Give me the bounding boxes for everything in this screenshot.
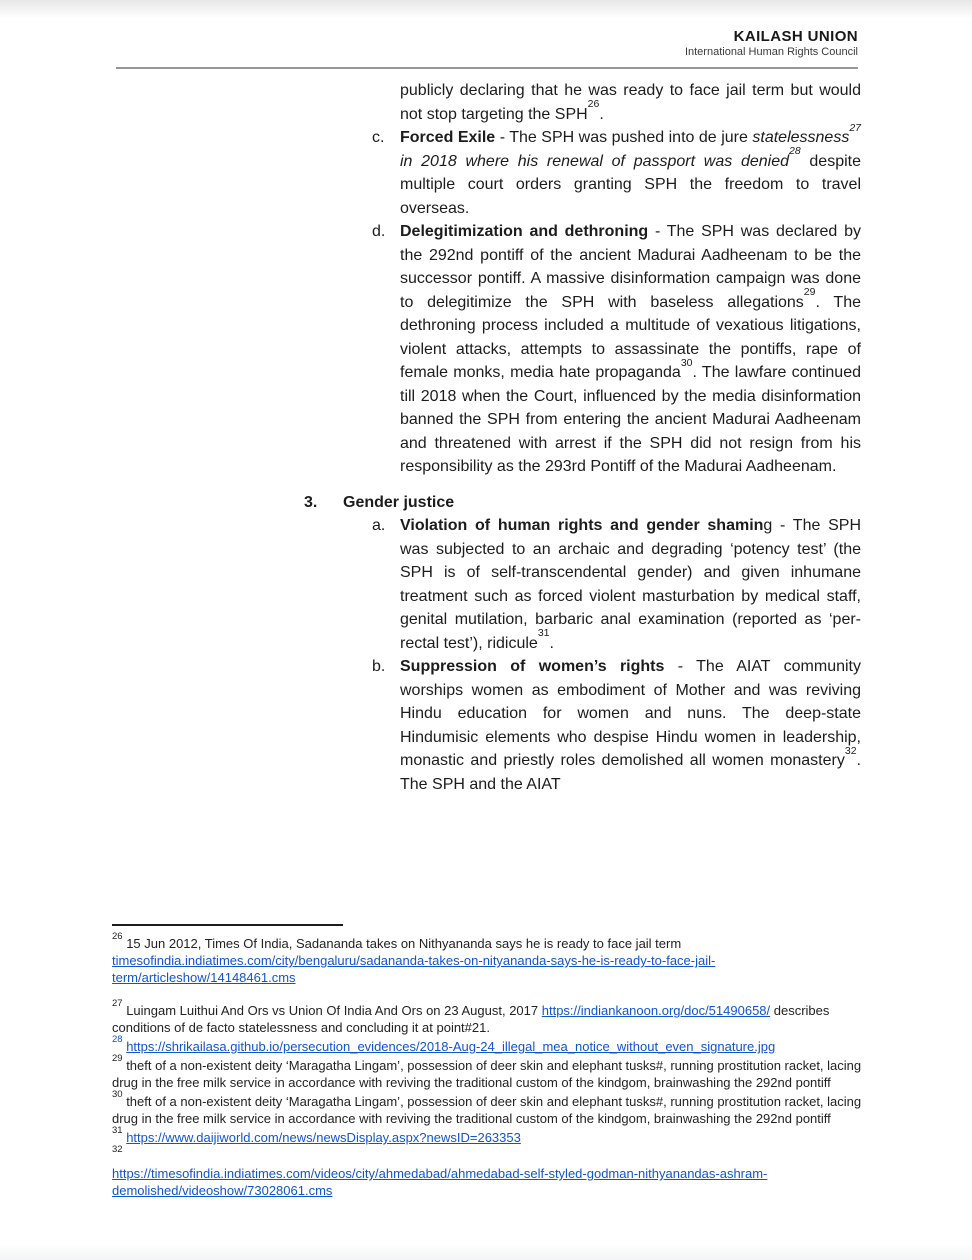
footnote-ref: 29 [803, 286, 816, 299]
section-title: Gender justice [343, 493, 455, 511]
text-run: . The lawfare continued till 2018 when the Court, influenced by the media disinformation banned the SPH from entering the ancient Madurai Aadheenam and threatened with arrest if the SPH did not resign from his responsibility as the 293rd Pontiff of the Madurai Aadheenam. [400, 364, 862, 475]
footnote-28 [112, 1033, 863, 1055]
footnote-ref: 31 [537, 627, 550, 640]
text-run: - The AIAT community worships women as embodiment of Mother and was reviving Hindu education for women and nuns. The deep-state Hindumisic elements who despise Hindu women in leadership, monastic and priestly roles demolished all women monastery [400, 658, 862, 769]
footnote-ref: 27 [112, 997, 123, 1009]
footnote-link[interactable]: https://timesofindia.indiatimes.com/videos/city/ahmedabad/ahmedabad-self-styled-godman-nithyanandas-ashram-demolished/videoshow/73028061.cms [112, 1166, 768, 1198]
text-run: g - The SPH was subjected to an archaic and degrading ‘potency test’ (the SPH is of self-transcendental gender) and given inhumane treatment such as forced violent masturbation by medical staff, genital mutilation, barbaric anal examination (reported as ‘per-rectal test’), ridicule [400, 517, 862, 652]
text-run: 15 Jun 2012, Times Of India, Sadananda takes on Nithyananda says he is ready to face jail term [122, 936, 682, 951]
text-run: - The SPH was declared by the 292nd pontiff of the ancient Madurai Aadheenam to be the successor pontiff. A massive disinformation campaign was done to delegitimize the SPH with baseless allegations [400, 223, 861, 311]
list-item-d [304, 220, 861, 479]
list-item-text [400, 517, 861, 652]
org-name: KAILASH UNION [733, 28, 858, 45]
text-run: . [549, 634, 554, 652]
list-item-a [304, 514, 861, 655]
list-item-text [400, 658, 861, 793]
text-run: publicly declaring that he was ready to face jail term but would not stop targeting the SPH [400, 82, 861, 123]
footnote-30 [112, 1088, 863, 1127]
footnote-26 [112, 930, 863, 986]
footnote-ref: 32 [844, 744, 857, 757]
text-run: Suppression of women’s rights [400, 658, 665, 675]
list-item-c [304, 121, 861, 220]
text-run: Delegitimization and dethroning [400, 223, 649, 240]
page-bottom-shadow [0, 1244, 972, 1260]
text-run: Forced Exile [400, 129, 496, 146]
text-run: statelessness [752, 129, 850, 146]
text-run: . The dethroning process included a multitude of vexatious litigations, violent attacks, attempts to assassinate the pontiffs, rape of female monks, media hate propaganda [400, 293, 861, 381]
footnote-ref: 30 [112, 1088, 123, 1100]
org-subtitle: International Human Rights Council [684, 46, 858, 58]
text-run: . The SPH and the AIAT [400, 752, 861, 793]
footnote-ref: 29 [112, 1052, 123, 1064]
text-run: - The SPH was pushed into de jure [495, 129, 753, 146]
list-item-text [400, 223, 861, 475]
page-top-shadow [0, 0, 972, 18]
list-marker: b. [372, 658, 386, 675]
footnote-ref-link[interactable]: 28 [112, 1033, 123, 1045]
document-header [685, 29, 858, 59]
header-divider [116, 67, 858, 69]
footnote-32 [112, 1143, 863, 1199]
list-marker: d. [372, 223, 386, 240]
list-marker: c. [372, 129, 385, 146]
footnote-31 [112, 1124, 863, 1146]
footnote-ref: 31 [112, 1124, 123, 1136]
document-body [304, 79, 861, 796]
footnote-link[interactable]: timesofindia.indiatimes.com/city/bengaluru/sadananda-takes-on-nityananda-says-he-is-ready-to-face-jail-term/articleshow/14148461.cms [112, 953, 716, 985]
text-run: Violation of human rights and gender shamin [400, 517, 764, 534]
footnote-ref: 30 [680, 356, 693, 369]
footnote-ref: 32 [112, 1143, 123, 1155]
text-run: despite multiple court orders granting SPH the freedom to travel overseas. [400, 152, 861, 217]
text-run: . [599, 105, 604, 123]
footnote-link[interactable]: https://www.daijiworld.com/news/newsDisplay.aspx?newsID=263353 [126, 1130, 521, 1145]
section-number: 3. [304, 493, 318, 511]
section-heading-gender-justice [304, 491, 861, 515]
text-run: Luingam Luithui And Ors vs Union Of India And Ors on 23 August, 2017 [122, 1003, 542, 1018]
text-run: theft of a non-existent deity ‘Maragatha Lingam’, possession of deer skin and elephant tusks#, running prostitution racket, lacing drug in the free milk service in accordance with reviving the traditional custom of the kindgom, brainwashing the 292nd pontiff [112, 1058, 862, 1090]
list-marker: a. [372, 517, 386, 534]
text-run: describes conditions of de facto statelessness and concluding it at point#21. [112, 1003, 830, 1035]
text-run: in 2018 where his renewal of passport was denied [400, 152, 789, 170]
list-item-b [304, 655, 861, 796]
paragraph-continuation [400, 79, 861, 126]
footnote-link[interactable]: https://indiankanoon.org/doc/51490658/ [541, 1003, 771, 1018]
footnotes [112, 930, 863, 1201]
text-run: theft of a non-existent deity ‘Maragatha Lingam’, possession of deer skin and elephant tusks#, running prostitution racket, lacing drug in the free milk service in accordance with reviving the traditional custom of the kindgom, brainwashing the 292nd pontiff [112, 1094, 862, 1126]
footnote-ref: 28 [789, 145, 801, 158]
footnote-27 [112, 997, 863, 1036]
footnote-ref: 27 [849, 121, 861, 134]
footnote-29 [112, 1052, 863, 1091]
footnote-divider [112, 924, 343, 926]
footnote-ref: 26 [112, 930, 123, 942]
footnote-ref: 26 [587, 98, 600, 111]
footnote-link[interactable]: https://shrikailasa.github.io/persecution_evidences/2018-Aug-24_illegal_mea_notice_without_even_signature.jpg [126, 1039, 776, 1054]
list-item-text [400, 121, 861, 217]
